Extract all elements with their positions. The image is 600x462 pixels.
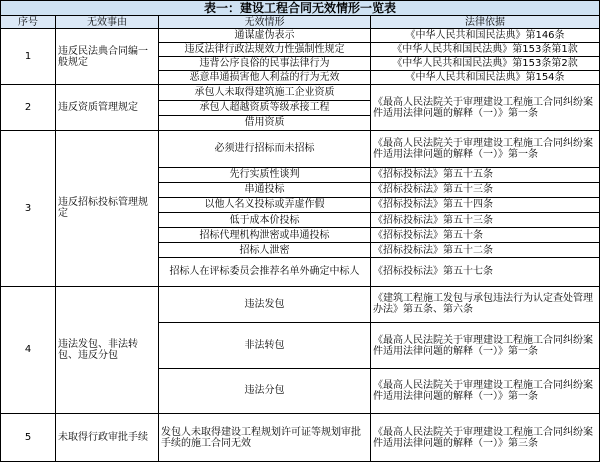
case-cell: 违反法律行政法规效力性强制性规定 <box>159 43 371 57</box>
case-cell: 违法发包 <box>159 286 371 323</box>
group-no: 5 <box>1 414 56 462</box>
table-title: 表一：建设工程合同无效情形一览表 <box>1 1 600 16</box>
basis-cell: 《中华人民共和国民法典》第146条 <box>371 29 600 43</box>
case-cell: 承包人未取得建筑施工企业资质 <box>159 85 371 100</box>
table-row <box>1 286 600 323</box>
case-cell: 违法分包 <box>159 368 371 413</box>
basis-cell: 《招标投标法》第五十七条 <box>371 258 600 286</box>
table-row <box>1 29 600 43</box>
basis-cell: 《招标投标法》第五十三条 <box>371 182 600 197</box>
group-no: 1 <box>1 29 56 85</box>
basis-cell: 《招标投标法》第五十五条 <box>371 167 600 182</box>
header-row <box>1 16 600 29</box>
group-no: 3 <box>1 130 56 286</box>
case-cell: 恶意串通损害他人利益的行为无效 <box>159 71 371 85</box>
header-case: 无效情形 <box>159 16 371 29</box>
case-cell: 先行实质性谈判 <box>159 167 371 182</box>
case-cell: 招标代理机构泄密或串通投标 <box>159 228 371 243</box>
header-no: 序号 <box>1 16 56 29</box>
basis-cell: 《最高人民法院关于审理建设工程施工合同纠纷案件适用法律问题的解释（一）》第一条 <box>371 85 600 130</box>
case-cell: 低于成本价投标 <box>159 213 371 228</box>
basis-cell: 《最高人民法院关于审理建设工程施工合同纠纷案件适用法律问题的解释（一）》第一条 <box>371 368 600 413</box>
group-cause: 违反民法典合同编一般规定 <box>56 29 159 85</box>
table-row <box>1 130 600 167</box>
case-cell: 承包人超越资质等级承接工程 <box>159 100 371 115</box>
title-row <box>1 1 600 16</box>
basis-cell: 《建筑工程施工发包与承包违法行为认定查处管理办法》第五条、第六条 <box>371 286 600 323</box>
basis-cell: 《中华人民共和国民法典》第154条 <box>371 71 600 85</box>
case-cell: 违背公序良俗的民事法律行为 <box>159 57 371 71</box>
basis-cell: 《招标投标法》第五十二条 <box>371 243 600 258</box>
group-no: 4 <box>1 286 56 414</box>
table-row <box>1 414 600 462</box>
group-cause: 未取得行政审批手续 <box>56 414 159 462</box>
group-cause: 违法发包、非法转包、违反分包 <box>56 286 159 414</box>
header-cause: 无效事由 <box>56 16 159 29</box>
basis-cell: 《招标投标法》第五十条 <box>371 228 600 243</box>
group-no: 2 <box>1 85 56 130</box>
basis-cell: 《招标投标法》第五十四条 <box>371 197 600 212</box>
basis-cell: 《中华人民共和国民法典》第153条第2款 <box>371 57 600 71</box>
group-cause: 违反资质管理规定 <box>56 85 159 130</box>
basis-cell: 《最高人民法院关于审理建设工程施工合同纠纷案件适用法律问题的解释（一）》第三条 <box>371 414 600 462</box>
case-cell: 必须进行招标而未招标 <box>159 130 371 167</box>
basis-cell: 《最高人民法院关于审理建设工程施工合同纠纷案件适用法律问题的解释（一）》第一条 <box>371 130 600 167</box>
basis-cell: 《中华人民共和国民法典》第153条第1款 <box>371 43 600 57</box>
case-cell: 串通投标 <box>159 182 371 197</box>
case-cell: 以他人名义投标或弄虚作假 <box>159 197 371 212</box>
case-cell: 招标人泄密 <box>159 243 371 258</box>
table-row <box>1 85 600 100</box>
case-cell: 借用资质 <box>159 115 371 130</box>
basis-cell: 《最高人民法院关于审理建设工程施工合同纠纷案件适用法律问题的解释（一）》第一条 <box>371 323 600 368</box>
header-basis: 法律依据 <box>371 16 600 29</box>
group-cause: 违反招标投标管理规定 <box>56 130 159 286</box>
basis-cell: 《招标投标法》第五十三条 <box>371 213 600 228</box>
case-cell: 通谋虚伪表示 <box>159 29 371 43</box>
case-cell: 发包人未取得建设工程规划许可证等规划审批手续的施工合同无效 <box>159 414 371 462</box>
case-cell: 非法转包 <box>159 323 371 368</box>
case-cell: 招标人在评标委员会推荐名单外确定中标人 <box>159 258 371 286</box>
